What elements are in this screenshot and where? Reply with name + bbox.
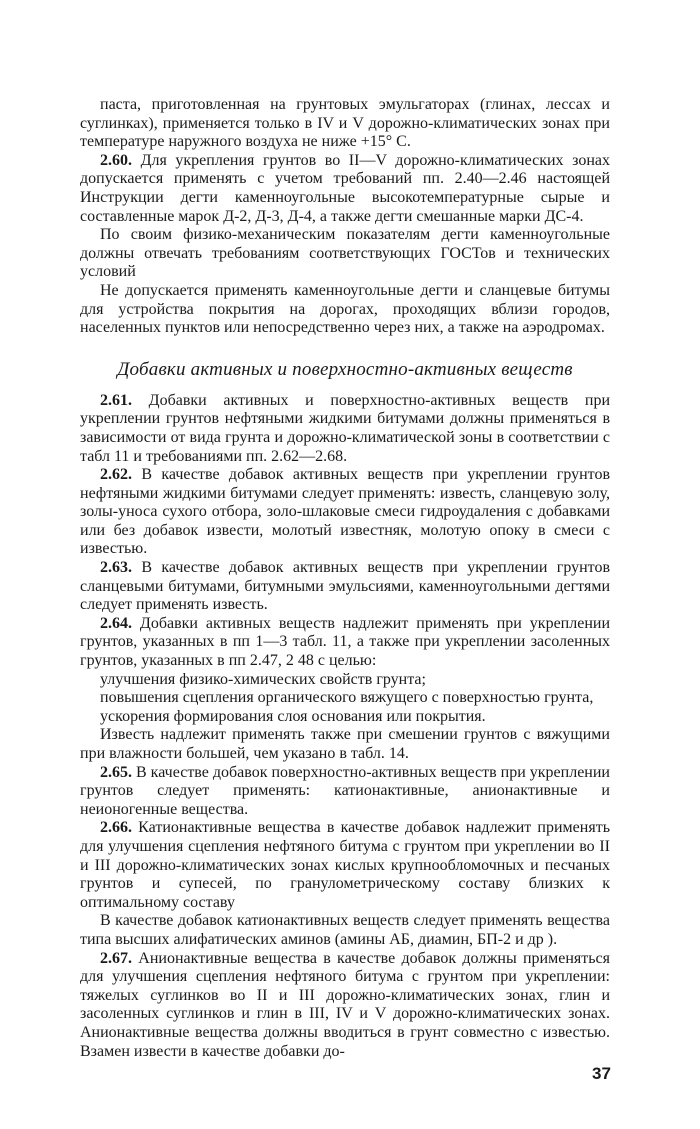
paragraph-text: Анионактивные вещества в качестве добавок должны применяться для улучшения сцепления нефтяного битума с грунтом при укреплении: тяжелых суглинков во II и III дорожно-климатических зонах, глин и засоленных суглинков и глин в III, IV и V дорожно-климатических зонах. Анионактивные вещества должны вводиться в грунт совместно с известью. Взамен извести в качестве добавки до- xyxy=(80,949,611,1060)
paragraph-text: Добавки активных веществ надлежит применять при укреплении грунтов, указанных в пп 1—3 табл. 11, а также при укреплении засоленных грунтов, указанных в пп 2.47, 2 48 с целью: xyxy=(80,614,611,670)
paragraph xyxy=(80,282,610,338)
paragraph xyxy=(80,819,610,912)
paragraph xyxy=(80,392,610,466)
clause-number: 2.62. xyxy=(100,466,132,484)
paragraph-text: В качестве добавок катионактивных веществ следует применять вещества типа высших алифатических аминов (амины АБ, диамин, БП-2 и др ). xyxy=(80,912,610,948)
paragraph-text: ускорения формирования слоя основания или покрытия. xyxy=(100,707,486,725)
paragraph-text: Для укрепления грунтов во II—V дорожно-климатических зонах допускается применять с учетом требований пп. 2.40—2.46 настоящей Инструкции дегти каменноугольные высокотемпературные сырые и составленные марок Д-2, Д-3, Д-4, а также дегти смешанные марки ДС-4. xyxy=(80,151,611,225)
paragraph xyxy=(80,615,610,671)
paragraph xyxy=(80,96,610,152)
paragraph xyxy=(80,764,610,820)
clause-number: 2.60. xyxy=(100,151,132,169)
clause-number: 2.64. xyxy=(100,614,132,632)
paragraph-text: Катионактивные вещества в качестве добавок надлежит применять для улучшения сцепления нефтяного битума с грунтом при укреплении во II и III дорожно-климатических зонах кислых крупнообломочных и песчаных грунтов и супесей, по гранулометрическому составу близких к оптимальному составу xyxy=(80,819,610,911)
paragraph-text: паста, приготовленная на грунтовых эмульгаторах (глинах, лессах и суглинках), применяется только в IV и V дорожно-климатических зонах при температуре наружного воздуха не ниже +15° С. xyxy=(80,96,610,151)
paragraph xyxy=(80,226,610,282)
paragraph xyxy=(80,689,610,708)
paragraph xyxy=(80,466,610,559)
paragraph-text: повышения сцепления органического вяжущего с поверхностью грунта, xyxy=(100,689,594,707)
paragraph-text: В качестве добавок активных веществ при укреплении грунтов нефтяными жидкими битумами следует применять: известь, сланцевую золу, золы-уноса сухого отбора, золо-шлаковые смеси гидроудаления с добавками или без добавок извести, молотый известняк, молотую опоку в смеси с известью. xyxy=(80,466,611,558)
paragraph-text: Добавки активных и поверхностно-активных веществ при укреплении грунтов нефтяными жидкими битумами должны применяться в зависимости от вида грунта и дорожно-климатической зоны в соответствии с табл 11 и требованиями пп. 2.62—2.68. xyxy=(80,391,610,465)
paragraph xyxy=(80,708,610,727)
text-before-heading xyxy=(80,96,610,338)
clause-number: 2.63. xyxy=(100,559,132,577)
paragraph-text: В качестве добавок активных веществ при укреплении грунтов сланцевыми битумами, битумными эмульсиями, каменноугольными дегтями следует применять известь. xyxy=(80,559,611,614)
paragraph xyxy=(80,671,610,690)
paragraph xyxy=(80,152,610,226)
page-number: 37 xyxy=(592,1064,611,1083)
paragraph-text: По своим физико-механическим показателям дегти каменноугольные должны отвечать требованиям соответствующих ГОСТов и технических условий xyxy=(80,226,610,281)
text-after-heading xyxy=(80,392,610,1061)
section-heading: Добавки активных и поверхностно-активных веществ xyxy=(117,358,573,380)
clause-number: 2.61. xyxy=(100,391,132,409)
paragraph-text: улучшения физико-химических свойств грунта; xyxy=(100,670,426,688)
clause-number: 2.67. xyxy=(100,949,132,967)
paragraph xyxy=(80,726,610,763)
paragraph-text: Известь надлежит применять также при смешении грунтов с вяжущими при влажности большей, чем указано в табл. 14. xyxy=(80,726,610,762)
paragraph xyxy=(80,559,610,615)
clause-number: 2.65. xyxy=(100,763,132,781)
page-content xyxy=(80,96,610,1061)
clause-number: 2.66. xyxy=(100,819,132,837)
paragraph xyxy=(80,912,610,949)
paragraph xyxy=(80,950,610,1062)
paragraph-text: Не допускается применять каменноугольные дегти и сланцевые битумы для устройства покрытия на дорогах, проходящих вблизи городов, населенных пунктов или непосредственно через них, а также на аэродромах. xyxy=(80,281,610,337)
paragraph-text: В качестве добавок поверхностно-активных веществ при укреплении грунтов следует применять: катионактивные, анионактивные и неионогенные вещества. xyxy=(80,763,610,818)
